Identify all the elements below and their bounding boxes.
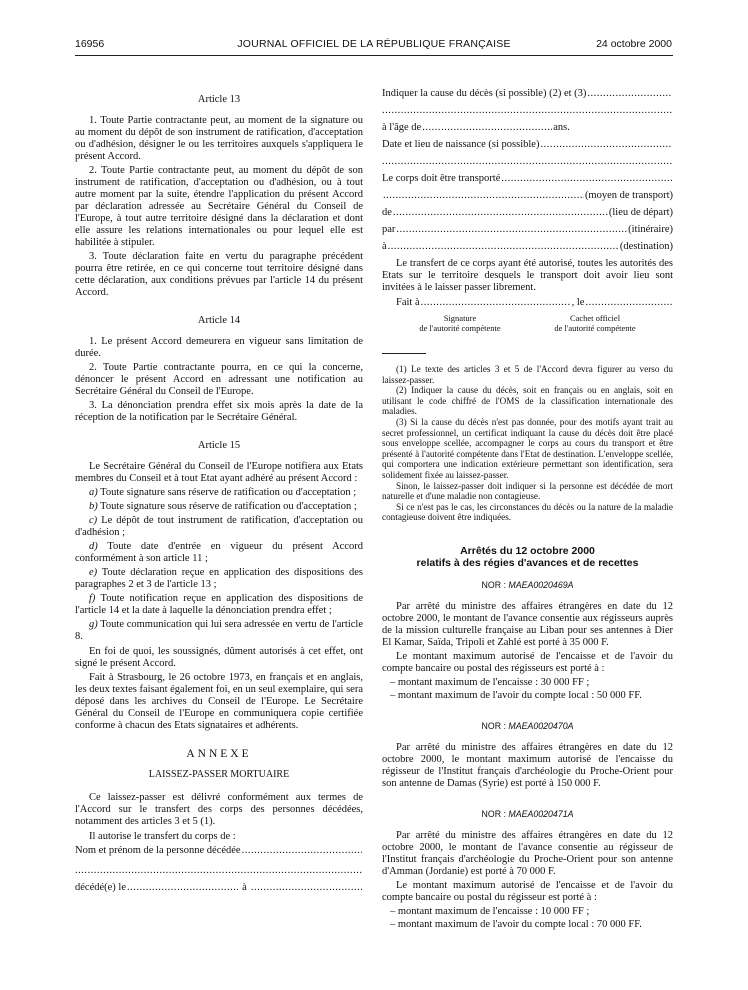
- signature-label: Signature de l'autorité compétente: [419, 313, 501, 333]
- nor-2-code: MAEA0020470A: [508, 720, 574, 731]
- article-15-item-text: Toute signature sous réserve de ratification ou d'acceptation ;: [97, 501, 357, 512]
- article-14-paragraph-3: 3. La dénonciation prendra effet six mois après la date de la réception de la notification par le Secrétaire Général.: [75, 400, 363, 423]
- article-15-item: [75, 619, 363, 643]
- par-label: par: [382, 224, 396, 235]
- nor-2: [382, 720, 673, 732]
- naissance-dotted-line: [382, 156, 673, 168]
- le-dots: [585, 297, 672, 309]
- de-label: de: [382, 207, 392, 218]
- age-label: à l'âge de: [382, 122, 422, 133]
- itineraire-field-line: [382, 224, 673, 236]
- article-15-item-letter: c): [89, 515, 98, 526]
- nor-1-code: MAEA0020469A: [508, 579, 574, 590]
- article-15-item: [75, 515, 363, 539]
- left-column: [75, 88, 363, 899]
- autorise-line: Il autorise le transfert du corps de :: [89, 831, 236, 842]
- decede-a-label: à: [242, 882, 247, 893]
- nor-3-code: MAEA0020471A: [508, 808, 574, 819]
- article-13-paragraph-1: 1. Toute Partie contractante peut, au moment de la signature ou au moment du dépôt de son instrument de ratification, d'acceptation ou d'adhésion, désigner le ou les territoires auxquels s'appliquera le présent Accord.: [75, 115, 363, 162]
- journal-title: JOURNAL OFFICIEL DE LA RÉPUBLIQUE FRANÇAISE: [237, 38, 511, 50]
- arrete-3-dash-2: – montant maximum de l'avoir du compte local : 70 000 FF.: [390, 918, 642, 930]
- annexe-paragraph: Ce laissez-passer est délivré conformément aux termes de l'Accord sur le transfert des corps des personnes décédées, notamment des articles 3 et 5 (1).: [75, 792, 363, 827]
- lieu-depart-label: (lieu de départ): [608, 207, 673, 218]
- footnote: Sinon, le laissez-passer doit indiquer si la personne est décédée de mort naturelle et d'une maladie non contagieuse.: [382, 480, 673, 502]
- decede-label: décédé(e) le: [75, 882, 126, 893]
- nor-3: [382, 808, 673, 820]
- article-15-item-text: Toute notification reçue en application des dispositions de l'article 14 et la date à laquelle la dénonciation prendra effet ;: [75, 593, 363, 616]
- ans-label: ans.: [553, 122, 570, 133]
- cause-field-line: [382, 88, 673, 100]
- article-15-item-letter: d): [89, 541, 98, 552]
- article-15-item-text: Toute signature sans réserve de ratification ou d'acceptation ;: [97, 487, 357, 498]
- itineraire-dots: [396, 224, 627, 236]
- footnote: (3) Si la cause du décès n'est pas donnée, pour des motifs ayant trait au secret professionnel, un certificat indiquant la cause du décès doit être placé sous enveloppe scellée, accompagner le corps au cours du transport et être présenté à l'autorité compétente dans l'Etat de destination. L'enveloppe scellée, qui comportera une indication extérieure permettant son identification, sera solidement fixée au laissez-passer.: [382, 416, 673, 480]
- article-15-item-text: Toute date d'entrée en vigueur du présent Accord conformément à son article 11 ;: [75, 541, 363, 564]
- article-13-paragraph-3: 3. Toute déclaration faite en vertu du paragraphe précédent pourra être retirée, en ce qui concerne tout territoire désigné dans cette déclaration, aux conditions prévues par l'article 14 du présent Accord.: [75, 251, 363, 298]
- a-dest-label: à: [382, 241, 387, 252]
- fait-dots: [421, 297, 571, 309]
- naissance-label: Date et lieu de naissance (si possible): [382, 139, 540, 150]
- arrete-3-paragraph-2: Le montant maximum autorisé de l'encaisse et de l'avoir du compte bancaire ou postal du régisseur est porté à :: [382, 879, 673, 903]
- arrete-3-dash-1: – montant maximum de l'encaisse : 10 000 FF ;: [390, 905, 590, 917]
- depart-field-line: [382, 207, 673, 219]
- transporte-label: Le corps doit être transporté: [382, 173, 501, 184]
- arrete-2-paragraph-1: Par arrêté du ministre des affaires étrangères en date du 12 octobre 2000, le montant maximum autorisé de l'encaisse du régisseur de l'Institut français d'archéologie du Proche-Orient pour son antenne de Damas (Syrie) est porté à 150 000 F.: [382, 741, 673, 789]
- article-15-item-text: Toute communication qui lui sera adressée en vertu de l'article 8.: [75, 619, 363, 642]
- issue-date: 24 octobre 2000: [596, 38, 672, 50]
- arrete-3-paragraph-1: Par arrêté du ministre des affaires étrangères en date du 12 octobre 2000, le montant de l'avance consentie au régisseur de l'Institut français d'archéologie du Proche-Orient pour son antenne d'Amman (Jordanie) est porté à 70 000 F.: [382, 829, 673, 877]
- decede-dots: [127, 882, 238, 894]
- article-15-list: [75, 487, 363, 643]
- transporte-field-line: [382, 173, 673, 185]
- article-15-item-letter: e): [89, 567, 98, 578]
- moyen-field-line: [382, 190, 673, 202]
- arrete-1-dash-2: – montant maximum de l'avoir du compte local : 50 000 FF.: [390, 689, 642, 701]
- itineraire-label: (itinéraire): [628, 224, 673, 235]
- annexe-title: ANNEXE: [186, 748, 252, 760]
- cachet-label: Cachet officiel de l'autorité compétente: [554, 313, 636, 333]
- article-14-title: Article 14: [197, 315, 241, 326]
- article-15-item-letter: a): [89, 487, 98, 498]
- transfert-paragraph: Le transfert de ce corps ayant été autorisé, toutes les autorités des Etats sur le territoire desquels le transport doit avoir lieu sont invitées à le laisser passer librement.: [382, 258, 673, 293]
- article-14-paragraph-1: 1. Le présent Accord demeurera en vigueur sans limitation de durée.: [75, 336, 363, 359]
- en-foi-paragraph: En foi de quoi, les soussignés, dûment autorisés à cet effet, ont signé le présent Accord.: [75, 646, 363, 669]
- footnote: (2) Indiquer la cause du décès, soit en français ou en anglais, soit en utilisant le code chiffré de l'OMS de la classification internationale des maladies.: [382, 385, 673, 417]
- article-15-item-letter: g): [89, 619, 98, 630]
- transporte-dots: [501, 173, 672, 185]
- destination-dots: [388, 241, 619, 253]
- article-13-title: Article 13: [197, 94, 241, 105]
- decede-field-line: [75, 882, 363, 894]
- signature-block: [400, 313, 655, 333]
- fait-field-line: [396, 297, 673, 309]
- age-field-line: [382, 122, 673, 134]
- page-number: 16956: [75, 38, 105, 50]
- article-15-item-letter: b): [89, 501, 98, 512]
- fait-strasbourg-paragraph: Fait à Strasbourg, le 26 octobre 1973, en français et en anglais, les deux textes faisant également foi, en un seul exemplaire, qui sera déposé dans les archives du Conseil de l'Europe. Le Secrétaire Général du Conseil de l'Europe en communiquera copie certifiée conforme à chacun des Etats signataires et adhérents.: [75, 672, 363, 731]
- blank-dotted-line: [75, 865, 363, 877]
- article-15-item-letter: f): [89, 593, 96, 604]
- destination-field-line: [382, 241, 673, 253]
- age-dots: [422, 122, 552, 134]
- article-15-item: [75, 567, 363, 591]
- cause-label: Indiquer la cause du décès (si possible) (2) et (3): [382, 88, 587, 99]
- nor-1-prefix: NOR :: [481, 579, 506, 590]
- annexe-subtitle: LAISSEZ-PASSER MORTUAIRE: [148, 769, 290, 780]
- naissance-field-line: [382, 139, 673, 151]
- article-15-item-text: Toute déclaration reçue en application des dispositions des paragraphes 2 et 3 de l'article 13 ;: [75, 567, 363, 590]
- decede-place-dots: [251, 882, 362, 894]
- cause-dotted-line: [382, 105, 673, 117]
- header-rule: [75, 55, 673, 56]
- nor-3-prefix: NOR :: [481, 808, 506, 819]
- cause-dots: [587, 88, 672, 100]
- depart-dots: [393, 207, 608, 219]
- right-column: [382, 88, 673, 932]
- article-15-title: Article 15: [197, 440, 241, 451]
- fait-label: Fait à: [396, 297, 420, 308]
- article-15-item: [75, 487, 363, 499]
- footnote: (1) Le texte des articles 3 et 5 de l'Accord devra figurer au verso du laissez-passer.: [382, 364, 673, 385]
- arrete-1-dash-1: – montant maximum de l'encaisse : 30 000 FF ;: [390, 676, 590, 688]
- destination-label: (destination): [619, 241, 673, 252]
- article-15-intro: Le Secrétaire Général du Conseil de l'Europe notifiera aux Etats membres du Conseil et à tout Etat ayant adhéré au présent Accord :: [75, 461, 363, 484]
- page-header: [0, 36, 748, 54]
- arrete-1-paragraph-1: Par arrêté du ministre des affaires étrangères en date du 12 octobre 2000, le montant de l'avance consentie aux régisseurs auprès de la mission culturelle française au Liban pour ses antennes à Dier El Kamar, Saïda, Tripoli et Zahlé est porté à 35 000 F.: [382, 600, 673, 648]
- footnotes: [382, 364, 673, 523]
- article-15-item-text: Le dépôt de tout instrument de ratification, d'acceptation ou d'adhésion ;: [75, 515, 363, 538]
- nom-field-line: [75, 845, 363, 857]
- article-14-paragraph-2: 2. Toute Partie contractante pourra, en ce qui la concerne, dénoncer le présent Accord en adressant une notification au Secrétaire Général du Conseil de l'Europe.: [75, 362, 363, 397]
- footnote-rule: [382, 353, 426, 354]
- article-15-item: [75, 541, 363, 565]
- arretes-title: Arrêtés du 12 octobre 2000 relatifs à des régies d'avances et de recettes: [416, 544, 639, 569]
- le-label: , le: [571, 297, 585, 308]
- naissance-dots: [540, 139, 672, 151]
- nor-1: [382, 579, 673, 591]
- nom-label: Nom et prénom de la personne décédée: [75, 845, 241, 856]
- footnote: Si ce n'est pas le cas, les circonstances du décès ou la nature de la maladie contagieuse doivent être indiquées.: [382, 501, 673, 523]
- article-13-paragraph-2: 2. Toute Partie contractante peut, au moment du dépôt de son instrument de ratification, d'acceptation ou d'adhésion, ou à tout autre moment par la suite, étendre l'application du présent Accord par déclaration adressée au Secrétaire Général du Conseil de l'Europe, à tout autre territoire désigné dans la déclaration et dont elle assure les relations internationales ou pour lequel elle est habilitée à stipuler.: [75, 165, 363, 248]
- nor-2-prefix: NOR :: [481, 720, 506, 731]
- article-15-item: [75, 501, 363, 513]
- moyen-dots: [383, 190, 584, 202]
- article-15-item: [75, 593, 363, 617]
- nom-dots: [242, 845, 362, 857]
- arrete-1-paragraph-2: Le montant maximum autorisé de l'encaisse et de l'avoir du compte bancaire ou postal des régisseurs est porté à :: [382, 650, 673, 674]
- moyen-label: (moyen de transport): [584, 190, 673, 201]
